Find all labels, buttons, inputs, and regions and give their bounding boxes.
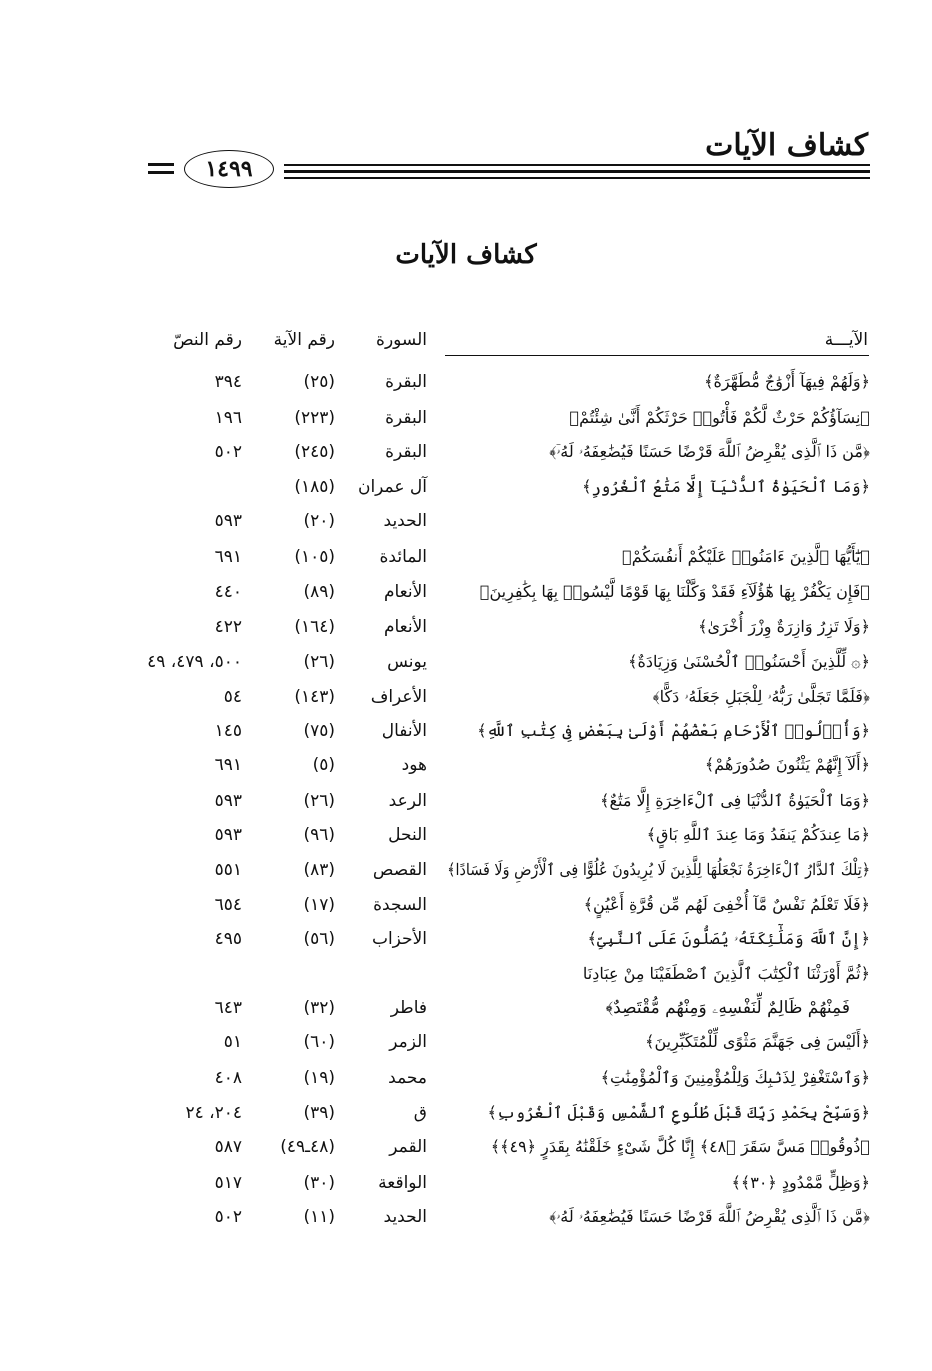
surah-cell: الأنعام bbox=[383, 582, 427, 602]
text-number-cell: ٦٩١ bbox=[214, 755, 242, 775]
table-row bbox=[0, 785, 932, 819]
verse-cell: ﴿وَلَهُمْ فِيهَآ أَزْوَٰجٌ مُّطَهَّرَةٌ﴾ bbox=[704, 372, 870, 391]
ayah-number-cell: (١١) bbox=[303, 1207, 335, 1227]
verse-cell: ﴿مَا عِندَكُمْ يَنفَدُ وَمَا عِندَ ٱللَّهِ بَاقٍ﴾ bbox=[646, 825, 870, 844]
surah-cell: الأحزاب bbox=[371, 929, 427, 949]
surah-cell: الحديد bbox=[383, 1207, 427, 1227]
surah-cell: آل عمران bbox=[357, 477, 427, 497]
verse-cell: ﴿وَمَا ٱلْحَيَوٰةُ ٱلدُّنْيَآ إِلَّا مَتَٰعُ ٱلْغُرُورِ﴾ bbox=[582, 477, 870, 496]
ayah-number-cell: (٧٥) bbox=[303, 721, 335, 741]
surah-cell: القمر bbox=[389, 1137, 427, 1157]
table-row bbox=[0, 854, 932, 888]
verse-cell: ﴿أَلَيْسَ فِى جَهَنَّمَ مَثْوًى لِّلْمُتَكَبِّرِينَ﴾ bbox=[645, 1032, 870, 1051]
ayah-number-cell: (٢٦) bbox=[303, 791, 335, 811]
surah-cell: البقرة bbox=[385, 442, 427, 462]
table-row bbox=[0, 1201, 932, 1235]
ayah-number-cell: (١٧) bbox=[303, 895, 335, 915]
surah-cell: يونس bbox=[387, 652, 427, 672]
text-number-cell: ١٤٥ bbox=[214, 721, 242, 741]
ayah-number-cell: (٣٠) bbox=[303, 1173, 335, 1193]
text-number-cell: ٥٠٢ bbox=[214, 442, 242, 462]
verse-cell: ﴿إِنَّ ٱللَّهَ وَمَلَٰٓئِكَتَهُۥ يُصَلُّونَ عَلَى ٱلنَّبِىِّ﴾ bbox=[587, 929, 870, 948]
verse-cell: ﴿فَإِن يَكْفُرْ بِهَا هَٰٓؤُلَآءِ فَقَدْ وَكَّلْنَا بِهَا قَوْمًا لَّيْسُوا۟ بِهَا بِكَٰفِرِينَ﴾ bbox=[479, 582, 870, 601]
ayah-number-cell: (٩٦) bbox=[303, 825, 335, 845]
verse-cell: ﴿أَلَآ إِنَّهُمْ يَثْنُونَ صُدُورَهُمْ﴾ bbox=[704, 755, 870, 774]
verse-cell: ﴿مَّن ذَا ٱلَّذِى يُقْرِضُ ٱللَّهَ قَرْضًا حَسَنًا فَيُضَٰعِفَهُۥ لَهُۥٓ﴾ bbox=[549, 442, 870, 461]
text-number-cell: ٥٠٠، ٤٧٩، ٤٩ bbox=[147, 652, 242, 672]
surah-cell: هود bbox=[401, 755, 427, 775]
header-rule-middle bbox=[284, 170, 870, 173]
surah-cell: الرعد bbox=[388, 791, 427, 811]
ayah-number-cell: (٢٤٥) bbox=[294, 442, 335, 462]
ayah-number-cell: (١٠٥) bbox=[294, 547, 335, 567]
table-row bbox=[0, 923, 932, 957]
table-row bbox=[0, 681, 932, 715]
verse-cell: ﴿فَلَمَّا تَجَلَّىٰ رَبُّهُۥ لِلْجَبَلِ جَعَلَهُۥ دَكًّا﴾ bbox=[652, 687, 870, 706]
surah-cell: البقرة bbox=[385, 372, 427, 392]
page-title: كشاف الآيات bbox=[395, 240, 537, 270]
verse-cell: ﴿مَّن ذَا ٱلَّذِى يُقْرِضُ ٱللَّهَ قَرْضًا حَسَنًا فَيُضَٰعِفَهُۥ لَهُۥ﴾ bbox=[549, 1207, 870, 1226]
column-header-verse: الآيـــة bbox=[824, 330, 868, 350]
surah-cell: ق bbox=[413, 1103, 427, 1123]
surah-cell: البقرة bbox=[385, 408, 427, 428]
ayah-number-cell: (١٤٣) bbox=[294, 687, 335, 707]
text-number-cell: ٤٢٢ bbox=[214, 617, 242, 637]
text-number-cell: ٦٤٣ bbox=[214, 998, 242, 1018]
verse-cell: ﴿وَظِلٍّ مَّمْدُودٍ ﴿٣٠﴾﴾ bbox=[731, 1173, 870, 1192]
column-header-text: رقم النصّ bbox=[173, 330, 242, 350]
text-number-cell: ٥٩٣ bbox=[214, 791, 242, 811]
verse-cell: ﴿وَلَا تَزِرُ وَازِرَةٌ وِزْرَ أُخْرَىٰ﴾ bbox=[698, 617, 870, 636]
verse-cell: ﴿۞ لِّلَّذِينَ أَحْسَنُوا۟ ٱلْحُسْنَىٰ وَزِيَادَةٌ﴾ bbox=[628, 652, 870, 671]
column-header-surah: السورة bbox=[376, 330, 427, 350]
text-number-cell: ٢٠٤، ٢٤ bbox=[185, 1103, 242, 1123]
ayah-number-cell: (٥٦) bbox=[303, 929, 335, 949]
running-header-title: كشاف الآيات bbox=[705, 128, 868, 163]
table-row bbox=[0, 402, 932, 436]
surah-cell: الأنفال bbox=[381, 721, 427, 741]
table-row bbox=[0, 889, 932, 923]
table-row bbox=[0, 505, 932, 539]
text-number-cell: ٥٠٢ bbox=[214, 1207, 242, 1227]
table-row bbox=[0, 611, 932, 645]
surah-cell: المائدة bbox=[379, 547, 427, 567]
ayah-number-cell: (٣٢) bbox=[303, 998, 335, 1018]
header-short-bar bbox=[148, 171, 174, 174]
verse-cell: ﴿وَٱسْتَغْفِرْ لِذَنۢبِكَ وَلِلْمُؤْمِنِينَ وَٱلْمُؤْمِنَٰتِ﴾ bbox=[600, 1068, 870, 1087]
ayah-number-cell: (٢٦) bbox=[303, 652, 335, 672]
ayah-number-cell: (٢٠) bbox=[303, 511, 335, 531]
text-number-cell: ٤٠٨ bbox=[214, 1068, 242, 1088]
surah-cell: السجدة bbox=[373, 895, 427, 915]
text-number-cell: ٦٥٤ bbox=[214, 895, 242, 915]
surah-cell: الأعراف bbox=[370, 687, 427, 707]
verse-cell: ﴿نِسَآؤُكُمْ حَرْثٌ لَّكُمْ فَأْتُوا۟ حَرْثَكُمْ أَنَّىٰ شِئْتُمْ﴾ bbox=[569, 408, 870, 427]
ayah-number-cell: (٨٣) bbox=[303, 860, 335, 880]
page-number: ١٤٩٩ bbox=[184, 150, 274, 188]
column-header-underline bbox=[445, 355, 869, 356]
text-number-cell: ٤٩٥ bbox=[214, 929, 242, 949]
surah-cell: الأنعام bbox=[383, 617, 427, 637]
surah-cell: محمد bbox=[388, 1068, 427, 1088]
surah-cell: الواقعة bbox=[378, 1173, 427, 1193]
verse-cell: ﴿ثُمَّ أَوْرَثْنَا ٱلْكِتَٰبَ ٱلَّذِينَ ٱصْطَفَيْنَا مِنْ عِبَادِنَا bbox=[582, 964, 870, 983]
header-short-bar bbox=[148, 163, 174, 166]
table-row bbox=[0, 436, 932, 470]
verse-cell: ﴿وَمَا ٱلْحَيَوٰةُ ٱلدُّنْيَا فِى ٱلْءَاخِرَةِ إِلَّا مَتَٰعٌ﴾ bbox=[600, 791, 870, 810]
table-row bbox=[0, 1131, 932, 1165]
table-row bbox=[0, 471, 932, 505]
table-row bbox=[0, 576, 932, 610]
table-row bbox=[0, 1026, 932, 1060]
text-number-cell: ٥٥١ bbox=[214, 860, 242, 880]
verse-cell: ﴿وَسَبِّحْ بِحَمْدِ رَبِّكَ قَبْلَ طُلُوعِ ٱلشَّمْسِ وَقَبْلَ ٱلْغُرُوبِ﴾ bbox=[487, 1103, 870, 1122]
header-rule-bottom bbox=[284, 177, 870, 179]
surah-cell: فاطر bbox=[390, 998, 427, 1018]
text-number-cell: ٥٩٣ bbox=[214, 825, 242, 845]
text-number-cell: ٥١٧ bbox=[214, 1173, 242, 1193]
column-header-ayah: رقم الآية bbox=[273, 330, 335, 350]
text-number-cell: ١٩٦ bbox=[214, 408, 242, 428]
text-number-cell: ٤٤٠ bbox=[214, 582, 242, 602]
ayah-number-cell: (٢٥) bbox=[303, 372, 335, 392]
table-row bbox=[0, 1097, 932, 1131]
surah-cell: النحل bbox=[388, 825, 427, 845]
text-number-cell: ٥٩٣ bbox=[214, 511, 242, 531]
verse-cell: ﴿فَلَا تَعْلَمُ نَفْسٌ مَّآ أُخْفِىَ لَهُم مِّن قُرَّةِ أَعْيُنٍ﴾ bbox=[583, 895, 870, 914]
table-row bbox=[0, 964, 932, 1026]
ayah-number-cell: (٤٨ـ٤٩) bbox=[280, 1137, 335, 1157]
text-number-cell: ٥١ bbox=[223, 1032, 242, 1052]
ayah-number-cell: (٦٠) bbox=[303, 1032, 335, 1052]
table-row bbox=[0, 541, 932, 575]
surah-cell: القصص bbox=[372, 860, 427, 880]
verse-cell-continuation: فَمِنْهُمْ ظَالِمٌ لِّنَفْسِهِۦ وَمِنْهُم مُّقْتَصِدٌ﴾ bbox=[605, 998, 850, 1018]
table-row bbox=[0, 1062, 932, 1096]
verse-cell: ﴿تِلْكَ ٱلدَّارُ ٱلْءَاخِرَةُ نَجْعَلُهَا لِلَّذِينَ لَا يُرِيدُونَ عُلُوًّا فِى ٱلْأَرْضِ وَلَا فَسَادًا﴾ bbox=[446, 860, 870, 879]
text-number-cell: ٣٩٤ bbox=[214, 372, 242, 392]
ayah-number-cell: (١٦٤) bbox=[294, 617, 335, 637]
surah-cell: الزمر bbox=[389, 1032, 427, 1052]
header-rule-top bbox=[284, 164, 870, 166]
text-number-cell: ٦٩١ bbox=[214, 547, 242, 567]
table-row bbox=[0, 1167, 932, 1201]
table-row bbox=[0, 715, 932, 749]
table-row bbox=[0, 366, 932, 400]
ayah-number-cell: (٥) bbox=[312, 755, 335, 775]
table-row bbox=[0, 749, 932, 783]
text-number-cell: ٥٨٧ bbox=[214, 1137, 242, 1157]
verse-cell: ﴿وَأُو۟لُوا۟ ٱلْأَرْحَامِ بَعْضُهُمْ أَوْلَىٰ بِبَعْضٍ فِى كِتَٰبِ ٱللَّهِ﴾ bbox=[477, 721, 870, 740]
surah-cell: الحديد bbox=[383, 511, 427, 531]
verse-cell: ﴿ذُوقُوا۟ مَسَّ سَقَرَ ﴿٤٨﴾ إِنَّا كُلَّ شَىْءٍ خَلَقْنَٰهُ بِقَدَرٍ ﴿٤٩﴾﴾ bbox=[490, 1137, 870, 1156]
ayah-number-cell: (٨٩) bbox=[303, 582, 335, 602]
text-number-cell: ٥٤ bbox=[223, 687, 242, 707]
table-row bbox=[0, 646, 932, 680]
table-row bbox=[0, 819, 932, 853]
ayah-number-cell: (١٨٥) bbox=[294, 477, 335, 497]
verse-cell: ﴿يَٰٓأَيُّهَا ٱلَّذِينَ ءَامَنُوا۟ عَلَيْكُمْ أَنفُسَكُمْ﴾ bbox=[622, 547, 870, 566]
ayah-number-cell: (٣٩) bbox=[303, 1103, 335, 1123]
ayah-number-cell: (٢٢٣) bbox=[294, 408, 335, 428]
ayah-number-cell: (١٩) bbox=[303, 1068, 335, 1088]
